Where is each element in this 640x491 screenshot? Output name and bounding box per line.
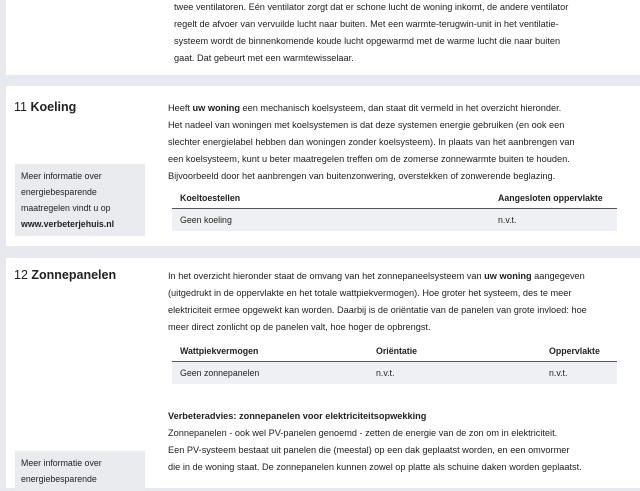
cooling-line-3: slechter energielabel hebben dan woningen zonder koelsysteem). In plaats van het aanbrengen van [168, 137, 575, 147]
column-header: Koeltoestellen [172, 188, 490, 209]
cooling-line-4: een koelsysteem, kunt u beter maatregelen treffen om de zomerse zonnewarmte buiten te houden. [168, 154, 570, 164]
info-line-3: maatregelen vindt u op [21, 203, 111, 213]
table-cell: n.v.t. [541, 362, 617, 385]
solar-advice-line-2: Een PV-systeem bestaat uit panelen die (meestal) op een dak geplaatst worden, en een omvormer [168, 445, 570, 455]
cooling-title: Koeling [30, 100, 77, 114]
cooling-table [172, 188, 617, 231]
solar-table [172, 341, 617, 384]
cooling-line-2: Het nadeel van woningen met koelsystemen is dat deze systemen energie gebruiken (en ook een [168, 120, 565, 130]
solar-heading [14, 268, 116, 282]
cooling-number: 11 [14, 100, 27, 114]
solar-line-3: elektriciteit ermee opgewekt kan worden. Daarbij is de oriëntatie van de panelen van grote invloed: hoe [168, 305, 587, 315]
ventilation-line-1: twee ventilatoren. Eén ventilator zorgt dat er schone lucht de woning inkomt, de andere ventilator [174, 2, 569, 12]
solar-line-4: meer direct zonlicht op de panelen valt, hoe hoger de opbrengst. [168, 322, 431, 332]
info-line-1: Meer informatie over [21, 458, 102, 468]
column-header: Oppervlakte [541, 341, 617, 362]
ventilation-section-continued [6, 0, 640, 75]
column-header: Wattpiekvermogen [172, 341, 368, 362]
info-line-1: Meer informatie over [21, 171, 102, 181]
cooling-line-5: Bijvoorbeeld door het aanbrengen van buitenzonwering, overstekken of zonwerende beglazing. [168, 171, 556, 181]
table-cell: n.v.t. [368, 362, 541, 385]
solar-line-1: In het overzicht hieronder staat de omvang van het zonnepaneelsysteem van uw woning aangegeven [168, 271, 585, 281]
column-header: Aangesloten oppervlakte [490, 188, 617, 209]
table-row [172, 209, 617, 232]
table-cell: Geen koeling [172, 209, 490, 232]
solar-line-2: (uitgedrukt in de oppervlakte en het totale wattpiekvermogen). Hoe groter het systeem, des te meer [168, 288, 572, 298]
table-header-row [172, 341, 617, 362]
ventilation-line-3: systeem wordt de binnenkomende koude lucht opgewarmd met de warme lucht die naar buiten [174, 36, 561, 46]
ventilation-line-4: gaat. Dat gebeurt met een warmtewisselaar. [174, 53, 354, 63]
solar-info-box [15, 451, 145, 491]
solar-section [6, 258, 640, 488]
cooling-heading [14, 100, 76, 114]
table-cell: Geen zonnepanelen [172, 362, 368, 385]
cooling-line-1: Heeft uw woning een mechanisch koelsysteem, dan staat dit vermeld in het overzicht hieronder. [168, 103, 562, 113]
table-row [172, 362, 617, 385]
ventilation-line-2: regelt de afvoer van vervuilde lucht naar buiten. Met een warmte-terugwin-unit in het ventilatie- [174, 19, 559, 29]
table-cell: n.v.t. [490, 209, 617, 232]
column-header: Oriëntatie [368, 341, 541, 362]
cooling-info-box [15, 164, 145, 236]
solar-advice-title: Verbeteradvies: zonnepanelen voor elektriciteitsopwekking [168, 411, 427, 421]
solar-number: 12 [14, 268, 28, 282]
verbeterjehuis-link[interactable]: www.verbeterjehuis.nl [21, 219, 115, 229]
solar-advice-line-3: die in de woning staat. De zonnepanelen kunnen zowel op platte als schuine daken worden geplaatst. [168, 462, 582, 472]
info-line-2: energiebesparende [21, 187, 97, 197]
solar-title: Zonnepanelen [31, 268, 117, 282]
info-line-2: energiebesparende [21, 474, 97, 484]
cooling-section [6, 86, 640, 246]
solar-advice-line-1: Zonnepanelen - ook wel PV-panelen genoemd - zetten de energie van de zon om in elektriciteit. [168, 428, 558, 438]
table-header-row [172, 188, 617, 209]
